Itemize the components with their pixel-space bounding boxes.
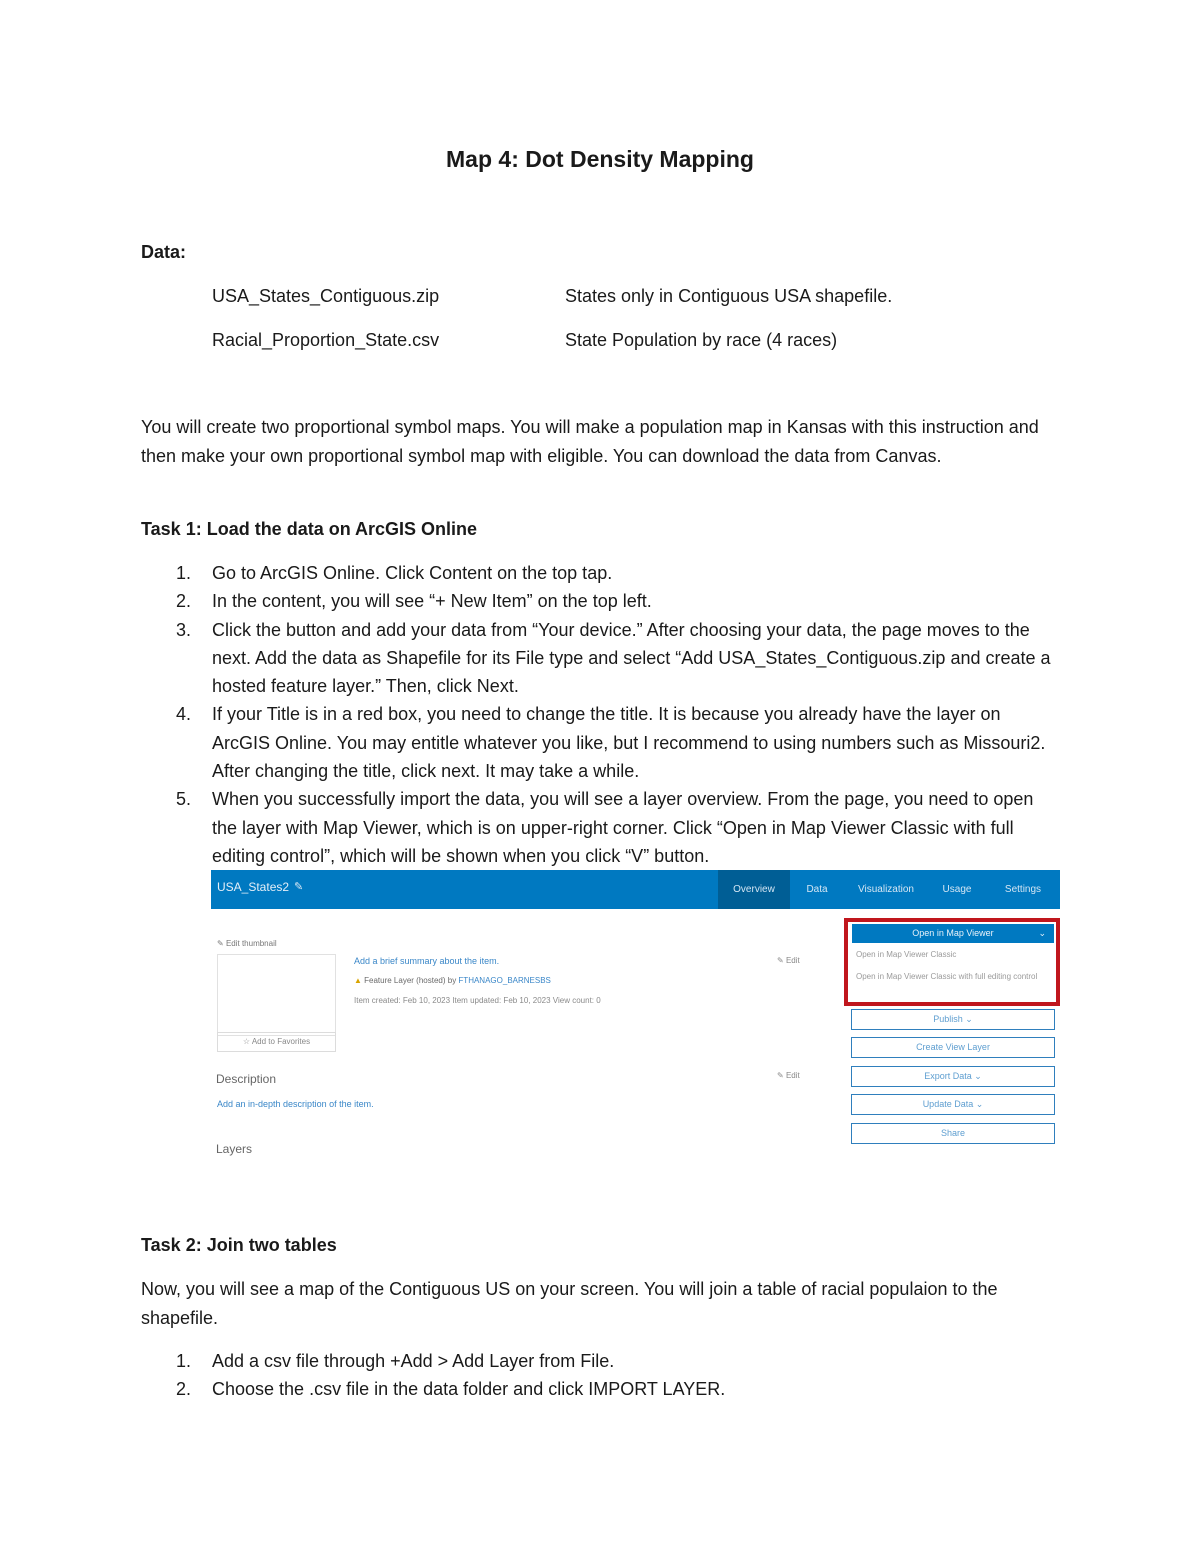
item-title: USA_States2 — [217, 880, 290, 894]
tab-settings[interactable]: Settings — [1004, 884, 1042, 895]
task1-heading: Task 1: Load the data on ArcGIS Online — [141, 519, 478, 539]
menu-item-open-classic[interactable]: Open in Map Viewer Classic — [856, 950, 957, 959]
description-heading: Description — [216, 1072, 277, 1086]
layer-type-line: ▲ Feature Layer (hosted) by FTHANAGO_BARNESBS — [354, 976, 551, 985]
chevron-down-icon: ⌄ — [974, 1071, 982, 1081]
task1-steps — [141, 559, 1061, 870]
pencil-icon: ✎ — [777, 956, 786, 965]
chevron-down-icon: ⌄ — [1038, 928, 1046, 938]
export-data-button[interactable]: Export Data ⌄ — [851, 1066, 1055, 1087]
list-item: 1. Add a csv file through +Add > Add Layer from File. — [176, 1351, 615, 1371]
page-title: Map 4: Dot Density Mapping — [446, 146, 754, 172]
tab-data[interactable]: Data — [806, 884, 828, 895]
update-data-button[interactable]: Update Data ⌄ — [851, 1094, 1055, 1115]
chevron-down-icon: ⌄ — [975, 1099, 984, 1109]
data-heading: Data: — [141, 242, 187, 262]
item-tabs — [718, 870, 1060, 909]
pencil-icon: ✎ — [777, 1071, 786, 1080]
tab-usage[interactable]: Usage — [942, 884, 972, 895]
tab-overview[interactable]: Overview — [718, 870, 790, 909]
item-header-bar — [211, 870, 1060, 909]
edit-summary-button[interactable]: ✎ Edit — [777, 956, 800, 965]
layers-heading: Layers — [216, 1142, 253, 1156]
edit-description-button[interactable]: ✎ Edit — [777, 1071, 800, 1080]
list-item: 2. Choose the .csv file in the data folder and click IMPORT LAYER. — [176, 1379, 726, 1400]
add-favorites-button[interactable]: ☆ Add to Favorites — [217, 1032, 336, 1052]
list-item: 2. In the content, you will see “+ New Item” on the top left. — [176, 591, 652, 612]
task2-intro: Now, you will see a map of the Contiguous US on your screen. You will join a table of racial populaion to the shapefile. — [141, 1279, 998, 1328]
description-link[interactable]: Add an in-depth description of the item. — [217, 1099, 374, 1109]
menu-item-open-classic-full-editing[interactable]: Open in Map Viewer Classic with full editing control — [856, 972, 1038, 981]
list-item: 5. When you successfully import the data, you will see a layer overview. From the page, you need to open the layer with Map Viewer, which is on upper-right corner. Click “Open in Map Viewer Classic with full editing control”, which will be shown when you click “V” button. — [176, 789, 1034, 866]
intro-paragraph: You will create two proportional symbol maps. You will make a population map in Kansas with this instruction and then make your own proportional symbol map with eligible. You can download the data from Canvas. — [141, 417, 1039, 466]
chevron-down-icon: ⌄ — [965, 1014, 973, 1024]
list-item: 1. Go to ArcGIS Online. Click Content on the top tap. — [176, 563, 613, 583]
open-in-map-viewer-button[interactable]: Open in Map Viewer ⌄ — [852, 924, 1054, 943]
pencil-icon: ✎ — [294, 881, 304, 893]
list-item: 4. If your Title is in a red box, you need to change the title. It is because you already have the layer on ArcGIS Online. You may entitle whatever you like, but I recommend to using numbers such as Missouri2. After changing the title, click next. It may take a while. — [176, 704, 1046, 782]
item-dates: Item created: Feb 10, 2023 Item updated: Feb 10, 2023 View count: 0 — [354, 996, 601, 1005]
item-thumbnail — [217, 954, 336, 1036]
task2-heading: Task 2: Join two tables — [141, 1235, 337, 1255]
arcgis-item-screenshot — [211, 870, 1060, 1160]
task2-steps — [141, 1347, 1061, 1404]
summary-link[interactable]: Add a brief summary about the item. — [354, 956, 500, 966]
data-file-description: State Population by race (4 races) — [565, 330, 838, 350]
data-file-description: States only in Contiguous USA shapefile. — [565, 286, 893, 306]
data-file-name: Racial_Proportion_State.csv — [212, 330, 440, 350]
create-view-layer-button[interactable]: Create View Layer — [851, 1037, 1055, 1058]
data-file-name: USA_States_Contiguous.zip — [212, 286, 440, 306]
pencil-icon: ✎ — [217, 939, 226, 948]
publish-button[interactable]: Publish ⌄ — [851, 1009, 1055, 1030]
layer-icon: ▲ — [354, 976, 365, 985]
share-button[interactable]: Share — [851, 1123, 1055, 1144]
edit-thumbnail-link[interactable]: ✎ Edit thumbnail — [217, 939, 277, 948]
tab-visualization[interactable]: Visualization — [858, 884, 914, 895]
star-icon: ☆ — [242, 1037, 252, 1046]
owner-link[interactable]: FTHANAGO_BARNESBS — [458, 976, 551, 985]
list-item: 3. Click the button and add your data from “Your device.” After choosing your data, the page moves to the next. Add the data as Shapefile for its File type and select “Add USA_States_Contiguous.zip and create a hosted feature layer.” Then, click Next. — [176, 619, 1051, 697]
